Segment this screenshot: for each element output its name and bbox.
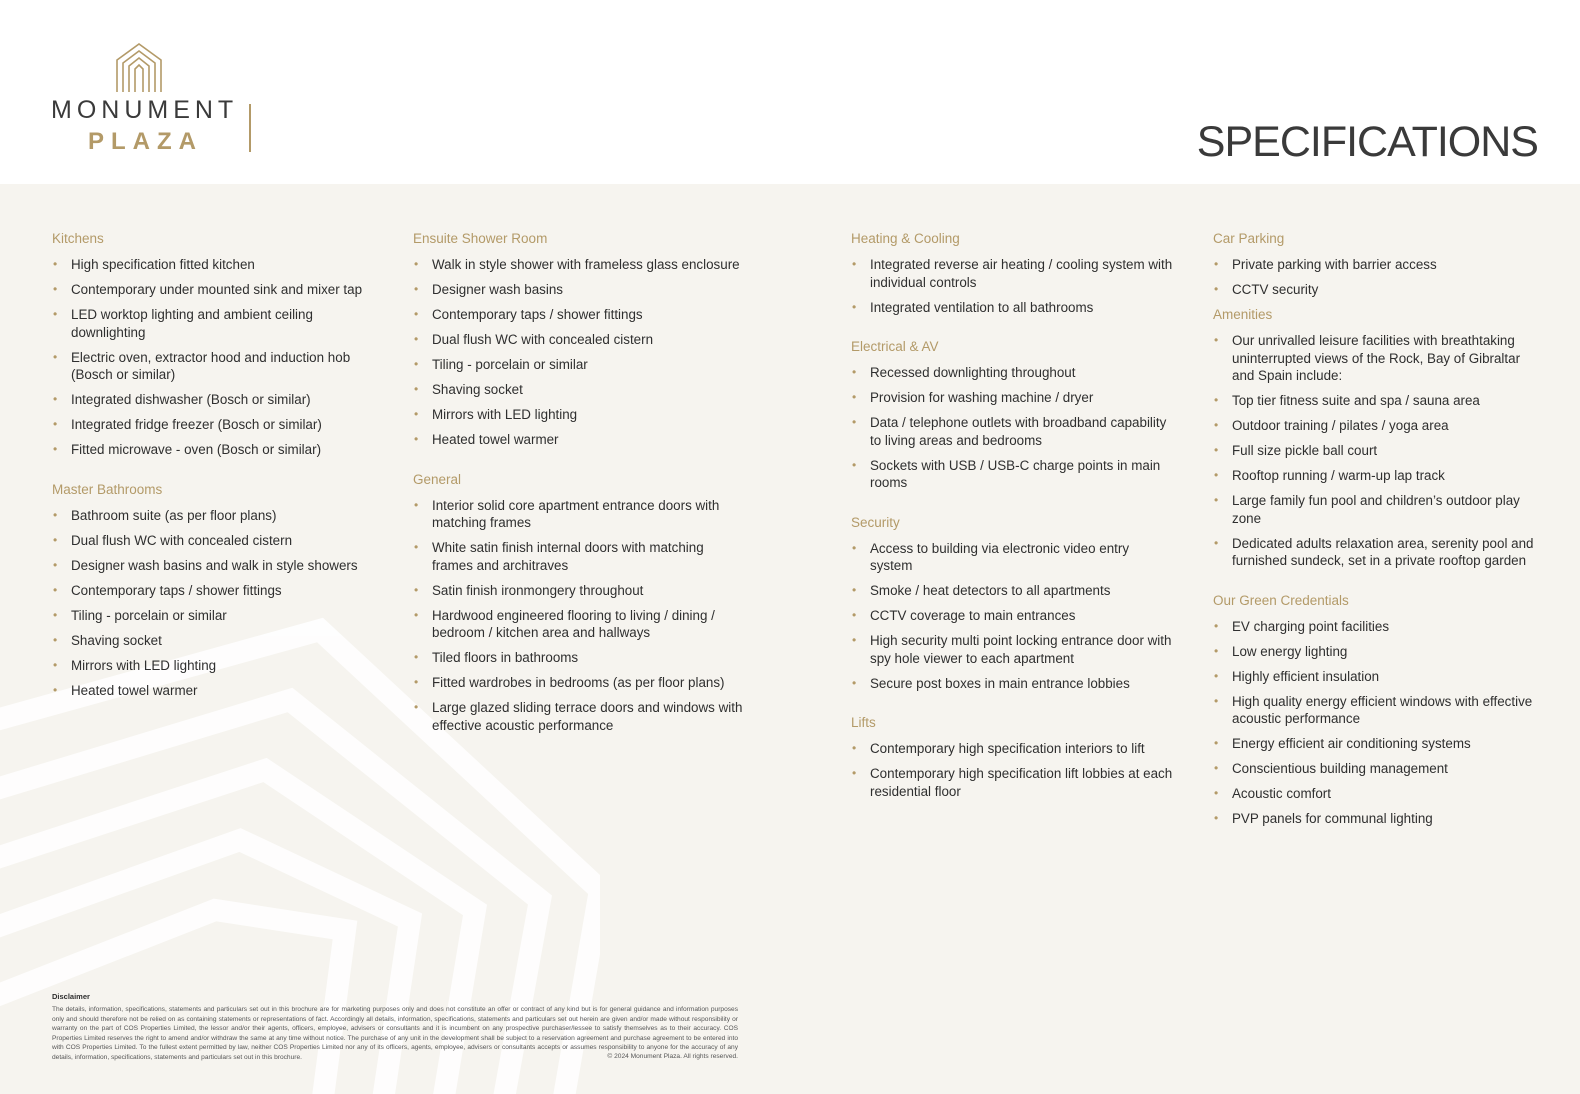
list-item: • Integrated reverse air heating / cooling system with individual controls [852,257,1173,290]
bullet-icon: • [53,307,58,321]
section-title-car-parking: Car Parking [1213,231,1285,246]
bullet-icon: • [414,675,419,689]
lifts-list [851,740,1173,800]
list-item: • Dual flush WC with concealed cistern [53,532,293,548]
bullet-icon: • [1214,786,1219,800]
bullet-icon: • [414,257,419,271]
general-list [413,497,743,735]
section-car-parking [1213,230,1538,299]
section-electrical-av [851,338,1173,492]
section-title-general: General [413,471,462,487]
bullet-icon: • [414,357,419,371]
section-title-amenities: Amenities [1213,307,1273,322]
amenities-list [1213,332,1538,570]
list-item: • LED worktop lighting and ambient ceiling downlighting [53,307,313,340]
list-item: • High quality energy efficient windows with effective acoustic performance [1214,693,1533,726]
list-item: • Mirrors with LED lighting [53,657,217,673]
list-item: • Secure post boxes in main entrance lobbies [852,675,1130,691]
list-item: • Acoustic comfort [1214,786,1331,801]
bullet-icon: • [53,532,58,547]
list-item: • Tiling - porcelain or similar [414,357,588,372]
heating-cooling-list [851,256,1173,316]
list-item: • Heated towel warmer [414,432,559,447]
list-item: • Conscientious building management [1214,761,1448,776]
bullet-icon: • [53,257,58,271]
electrical-av-list [851,364,1173,492]
list-item: • Large family fun pool and children’s outdoor play zone [1214,493,1520,526]
bullet-icon: • [53,392,58,406]
list-item: • Access to building via electronic video entry system [852,540,1130,573]
list-item: • Satin finish ironmongery throughout [414,582,644,598]
list-item: • Shaving socket [53,632,162,648]
logo-divider [249,104,251,152]
list-item: • Fitted microwave - oven (Bosch or similar) [53,442,322,457]
list-item: • Electric oven, extractor hood and induction hob (Bosch or similar) [53,349,351,382]
page-title: SPECIFICATIONS [1196,118,1538,166]
bullet-icon: • [1214,493,1219,507]
bullet-icon: • [1214,668,1219,683]
arches-icon [114,42,164,94]
list-item: • High specification fitted kitchen [53,257,255,272]
list-item: • Hardwood engineered flooring to living / dining / bedroom / kitchen area and hallways [414,607,715,640]
list-item: • Integrated ventilation to all bathrooms [852,299,1094,315]
bullet-icon: • [53,507,58,522]
bullet-icon: • [414,650,419,664]
list-item: • Top tier fitness suite and spa / sauna area [1214,393,1480,408]
bullet-icon: • [53,282,58,296]
list-item: • Shaving socket [414,382,523,397]
list-item: • Contemporary taps / shower fittings [414,307,643,322]
bullet-icon: • [1214,443,1219,457]
section-title-heating-cooling: Heating & Cooling [851,231,960,246]
list-item: • Contemporary under mounted sink and mixer tap [53,282,363,297]
spec-column-2 [413,230,743,756]
bullet-icon: • [852,299,857,314]
list-item: • CCTV security [1214,282,1319,297]
section-title-lifts: Lifts [851,715,876,730]
section-master-bathrooms [52,481,370,700]
list-item: • Tiling - porcelain or similar [53,607,227,623]
copyright-text: © 2024 Monument Plaza. All rights reserved. [607,1052,738,1060]
list-item: • Contemporary high specification lift lobbies at each residential floor [852,766,1173,799]
ensuite-list [413,256,743,449]
section-title-electrical-av: Electrical & AV [851,339,939,354]
list-item: • Integrated dishwasher (Bosch or similar) [53,392,311,407]
bullet-icon: • [53,442,58,456]
list-item: • Data / telephone outlets with broadband capability to living areas and bedrooms [852,415,1167,448]
bullet-icon: • [1214,333,1219,347]
spec-column-1 [52,230,370,721]
section-general [413,471,743,735]
brand-logo [44,40,239,160]
bullet-icon: • [852,365,857,379]
bullet-icon: • [53,582,58,597]
list-item: • Designer wash basins [414,282,563,297]
list-item: • White satin finish internal doors with matching frames and architraves [414,540,704,573]
bullet-icon: • [1214,393,1219,407]
bullet-icon: • [852,583,857,597]
bullet-icon: • [414,582,419,597]
section-lifts [851,714,1173,800]
section-title-kitchens: Kitchens [52,231,104,246]
green-credentials-list [1213,618,1538,828]
security-list [851,540,1173,693]
section-kitchens [52,230,370,459]
bullet-icon: • [53,682,58,697]
bullet-icon: • [852,415,857,429]
list-item: • Fitted wardrobes in bedrooms (as per floor plans) [414,675,725,690]
list-item: • Walk in style shower with frameless glass enclosure [414,257,740,272]
list-item: • Our unrivalled leisure facilities with breathtaking uninterrupted views of the Rock, Bay of Gibraltar and Spain include: [1214,333,1521,383]
list-item: • Low energy lighting [1214,643,1348,659]
bullet-icon: • [53,632,58,647]
bullet-icon: • [53,417,58,431]
spec-column-3 [851,230,1173,822]
disclaimer-title: Disclaimer [52,992,90,1001]
list-item: • Tiled floors in bathrooms [414,650,579,665]
list-item: • Large glazed sliding terrace doors and windows with effective acoustic performance [414,700,743,733]
bullet-icon: • [414,382,419,396]
bullet-icon: • [414,607,419,622]
bullet-icon: • [1214,736,1219,750]
list-item: • CCTV coverage to main entrances [852,608,1076,623]
bullet-icon: • [852,257,857,271]
list-item: • Full size pickle ball court [1214,443,1378,458]
section-heating-cooling [851,230,1173,316]
kitchens-list [52,256,370,459]
bullet-icon: • [414,332,419,346]
bullet-icon: • [1214,418,1219,432]
bullet-icon: • [414,407,419,421]
bullet-icon: • [414,307,419,321]
list-item: • Bathroom suite (as per floor plans) [53,507,277,523]
car-parking-list [1213,256,1538,299]
disclaimer-text: The details, information, specifications, statements and particulars set out in this brochure are for marketing purposes only and does not constitute an offer or contract of any kind but is for general guidance and information purposes only and should therefore not be relied on as containing statements or representations of fact. Accordingly all details, information, specifications, statements and particulars set out herein are given and/or made without responsibility or warranty on the part of COS Properties Limited, the lessor and/or their agents, officers, employee, advisers or consultants and it is incumbent on any prospective purchaser/lessee to satisfy themselves as to their accuracy. COS Properties Limited reserves the right to amend and/or withdraw the same at any time without notice. The purchase of any unit in the development shall be subject to a reservation agreement and purchase agreement to be entered into with COS Properties Limited. To the fullest extent permitted by law, neither COS Properties Limited nor any of its officers, agents, employee, advisers or consultants accepts or assumes responsibility to anyone for the accuracy of any details, information, specifications, statements and particulars set out in this brochure. [52,1006,738,1061]
bullet-icon: • [852,540,857,555]
disclaimer [52,992,738,1060]
section-title-master-bathrooms: Master Bathrooms [52,481,163,497]
bullet-icon: • [414,432,419,446]
bullet-icon: • [1214,693,1219,708]
header-band [0,0,1580,184]
list-item: • Private parking with barrier access [1214,257,1437,272]
list-item: • Outdoor training / pilates / yoga area [1214,418,1449,433]
bullet-icon: • [1214,618,1219,633]
list-item: • Rooftop running / warm-up lap track [1214,468,1445,483]
section-security [851,514,1173,693]
list-item: • Recessed downlighting throughout [852,365,1076,380]
bullet-icon: • [852,675,857,690]
bullet-icon: • [414,700,419,714]
bullet-icon: • [53,349,58,364]
list-item: • Designer wash basins and walk in style showers [53,557,358,573]
list-item: • EV charging point facilities [1214,618,1390,634]
section-amenities [1213,306,1538,570]
bullet-icon: • [1214,643,1219,658]
bullet-icon: • [852,741,857,755]
bullet-icon: • [1214,257,1219,271]
bullet-icon: • [1214,468,1219,482]
logo-wordmark-monument: MONUMENT [51,96,239,124]
section-ensuite-shower-room [413,230,743,449]
master-bathrooms-list [52,507,370,700]
section-green-credentials [1213,592,1538,828]
bullet-icon: • [852,390,857,404]
list-item: • Dual flush WC with concealed cistern [414,332,654,347]
list-item: • Integrated fridge freezer (Bosch or similar) [53,417,322,432]
spec-column-4 [1213,230,1538,850]
bullet-icon: • [53,557,58,572]
list-item: • Interior solid core apartment entrance doors with matching frames [414,497,720,530]
bullet-icon: • [414,282,419,296]
logo-wordmark-plaza: PLAZA [88,128,203,155]
list-item: • Mirrors with LED lighting [414,407,578,422]
bullet-icon: • [852,608,857,622]
list-item: • Contemporary taps / shower fittings [53,582,282,598]
bullet-icon: • [53,607,58,622]
list-item: • Sockets with USB / USB-C charge points in main rooms [852,457,1161,490]
bullet-icon: • [852,457,857,472]
bullet-icon: • [414,497,419,512]
bullet-icon: • [1214,535,1219,550]
list-item: • Heated towel warmer [53,682,198,698]
list-item: • High security multi point locking entrance door with spy hole viewer to each apartment [852,633,1172,666]
list-item: • Contemporary high specification interiors to lift [852,741,1145,756]
list-item: • PVP panels for communal lighting [1214,811,1433,826]
list-item: • Provision for washing machine / dryer [852,390,1094,405]
list-item: • Energy efficient air conditioning systems [1214,736,1471,751]
bullet-icon: • [414,540,419,554]
section-title-ensuite-shower-room: Ensuite Shower Room [413,231,548,246]
bullet-icon: • [1214,761,1219,775]
bullet-icon: • [852,766,857,780]
list-item: • Dedicated adults relaxation area, serenity pool and furnished sundeck, set in a private rooftop garden [1214,535,1534,568]
list-item: • Smoke / heat detectors to all apartments [852,583,1111,598]
list-item: • Highly efficient insulation [1214,668,1380,684]
bullet-icon: • [1214,282,1219,296]
section-title-green-credentials: Our Green Credentials [1213,592,1349,608]
bullet-icon: • [1214,811,1219,825]
section-title-security: Security [851,514,900,530]
bullet-icon: • [53,657,58,672]
bullet-icon: • [852,633,857,647]
